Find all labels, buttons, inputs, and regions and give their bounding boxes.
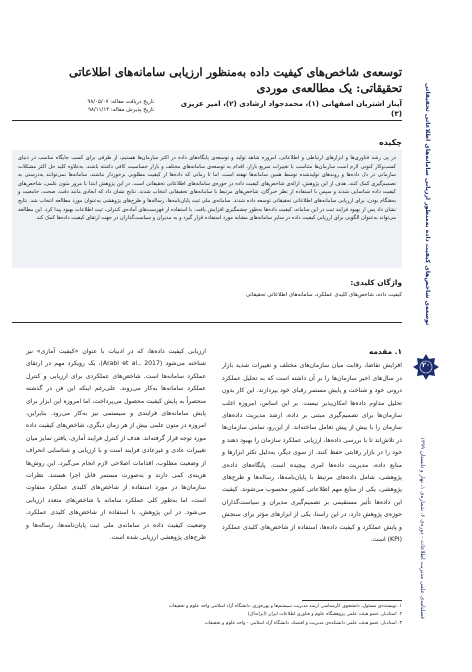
intro-paragraph-left: ارزیابی کیفیت داده‌ها، که در ادبیات با عنوان «کیفیت آماری» نیز شناخته می‌شود (Arabi et al., 2017)، یک رویکرد مهم در ارتقای عملکرد سامانه‌ها است. شاخص‌های عملکردی برای ارزیابی و کنترل عملکرد سامانه‌ها به‌کار می‌روند. علی‌رغم اینکه این فن در گذشته منحصراً به پایش کیفیت محصول می‌پرداخت، اما امروزه این ابزار برای پایش سامانه‌های فرایندی و سیستمی نیز به‌کار می‌رود. بنابراین، امروزه در متون علمی بیش از هر زمان دیگری، شاخص‌های کیفیت داده مورد توجه قرار گرفته‌اند. هدف از کنترل فرایند آماری، یافتن تمایز میان تغییرات عادی و غیرعادی فرایند است و با ارزیابی و شناسایی انحراف از وضعیت مطلوب، اقدامات اصلاحی لازم انجام می‌گیرد. این روش‌ها هزینه‌ی کمی دارند و به‌صورت مستمر قابل اجرا هستند. نظرات سازمان‌ها در مورد استفاده از شاخص‌های کلیدی عملکرد متفاوت است، اما به‌طور کلی عملکرد سامانه با شاخص‌های متعدد ارزیابی می‌شود. در این پژوهش، با استفاده از شاخص‌های کلیدی عملکرد، وضعیت کیفیت داده در سامانه‌ی ملی ثبت پایان‌نامه‌ها، رساله‌ها و طرح‌های پژوهشی ارزیابی شده است. [26,348,206,542]
intro-paragraph-right: افزایش تقاضا، رقابت میان سازمان‌های مختلف و تغییرات شدید بازار در سال‌های اخیر سازمان‌ها را بر آن داشته است که به تحلیل عملکرد درونی خود و شناخت و پایش مستمر رقبای خود بپردازند. این کار بدون تحلیل مداوم داده‌ها امکان‌پذیر نیست. بر این اساس، امروزه اغلب سازمان‌ها برای تصمیم‌گیری مبتنی بر داده، ارشد مدیریت داده‌های سازمان را با بیش از پیش تعامل ساخته‌اند. از این‌رو، تمامی سازمان‌ها در تلاش‌اند تا با بررسی داده‌ها، ارزیابی عملکرد سازمان را بهبود دهند و خود را در بازار رقابتی حفظ کنند. از سوی دیگر، به‌دلیل تکثر ابزارها و منابع داده، مدیریت داده‌ها امری پیچیده است. پایگاه‌های داده‌ی پژوهشی، شامل داده‌های مرتبط با پایان‌نامه‌ها، رساله‌ها و طرح‌های پژوهشی، یکی از منابع مهم اطلاعاتی کشور محسوب می‌شوند. کیفیت این داده‌ها تأثیر مستقیمی بر تصمیم‌گیری مدیران و سیاست‌گذاران حوزه‌ی پژوهش دارد. در این راستا، یکی از ابزارهای مؤثر برای سنجش و پایش عملکرد و کیفیت داده‌ها، استفاده از شاخص‌های کلیدی عملکرد (KPI) است. [222,362,402,544]
abstract-heading: چکیده [378,138,402,147]
keywords-heading: واژگان کلیدی: [350,278,402,287]
intro-column-right [222,346,402,547]
section-rule [12,322,402,323]
intro-heading: ۱. مقدمه [368,347,402,356]
footnotes [100,603,402,628]
footnote-2: ۲. استادیار، عضو هیئت علمی پژوهشگاه علوم و فناوری اطلاعات ایران (ایرانداک) [247,612,402,618]
footnote-rule [302,600,402,601]
keywords-text: کیفیت داده، شاخص‌های کلیدی عملکرد، سامانه‌های اطلاعاتی تحقیقاتی [245,292,402,298]
page-number: ۲۰ [421,361,431,369]
journal-running-strip: فصلنامه‌ی علمی مدیریت اطلاعات - دوره‌ی ۶، شماره‌ی ۱، بهار و تابستان ۱۳۹۹ [419,436,425,619]
abstract-body: در پی رشد فناوری‌ها و ابزارهای ارتباطی و اطلاعاتی، امروزه شاهد تولید و توسعه‌ی پایگاه‌های داده در اکثر سازمان‌ها هستیم، از طرفی برای کسب جایگاه مناسب در دنیای کسب‌وکار کنونی لازم است سازمان‌ها متناسب با تغییرات سریع بازار، اقدام به توسعه‌ی سامانه‌های مختلف و بازار حساسیت کافی داشته باشند. به‌علاوه کلید حل اکثر مشکلات سازمانی در دل داده‌ها و روندهای تولیدشده توسط همین سامانه‌ها نهفته است، اما تا زمانی که داده‌ها از کیفیت مطلوبی برخوردار نباشند، سامانه‌ها نمی‌توانند به‌درستی به تصمیم‌گیری کمک کنند. هدف از این پژوهش، ارائه‌ی شاخص‌های کیفیت داده در حوزه‌ی سامانه‌های اطلاعاتی تحقیقاتی است. در این پژوهش ابتدا با مرور متون علمی، شاخص‌های کیفیت داده شناسایی شدند و سپس با استفاده از نظر خبرگان، شاخص‌های مرتبط با سامانه‌های تحقیقاتی انتخاب شدند. نتایج نشان داد که ابعادی مانند دقت، صحت، جامعیت و به‌هنگام بودن، برای ارزیابی سامانه‌های اطلاعاتی تحقیقاتی توسعه داده شدند. سامانه‌ی ملی ثبت پایان‌نامه‌ها، رساله‌ها و طرح‌های پژوهشی به‌عنوان مورد مطالعه انتخاب شد. نتایج نشان داد پس از بهبود فرایند ثبت در این سامانه، کیفیت داده‌ها به‌طور چشمگیری افزایش یافت. با استفاده از فهرست‌های آماده‌ی کنترلی، ثبت اطلاعات بهبود پیدا کرد. این مطالعه می‌تواند به‌عنوان الگویی برای ارزیابی کیفیت داده در سایر سامانه‌های مشابه مورد استفاده قرار گیرد و به مدیران و سیاست‌گذاران در جهت ارتقای کیفیت داده‌ها کمک کند. [12,150,402,268]
intro-column-left [26,346,206,545]
footnote-1: ۱. نویسنده‌ی مسئول، دانشجوی کارشناسی ارشد مدیریت سیستم‌ها و بهره‌وری، دانشگاه آزاد اسلامی واحد علوم و تحقیقات [168,604,402,609]
received-date: تاریخ دریافت مقاله: ۹۸/۰۵/۰۷ [87,99,154,105]
article-dates [14,98,154,114]
article-title: توسعه‌ی شاخص‌های کیفیت داده به‌منظور ارزیابی سامانه‌های اطلاعاتی تحقیقاتی: یک مطالعه‌ی موردی [68,65,402,95]
header-rule [12,120,402,121]
side-running-title: توسعه‌ی شاخص‌های کیفیت داده به‌منظور ارزیابی سامانه‌های اطلاعاتی تحقیقاتی [424,82,431,326]
accepted-date: تاریخ پذیرش مقاله: ۹۸/۱۱/۱۴ [88,107,154,113]
footnote-3: ۳. استادیار، عضو هیئت علمی دانشکده‌ی مدیریت و اقتصاد، دانشگاه آزاد اسلامی - واحد علوم و تحقیقات [204,620,402,626]
author-line: آیناز اشتریان اصفهانی (۱)، محمدجواد ارشادی (۲)، امیر عزیزی (۳) [180,99,402,118]
